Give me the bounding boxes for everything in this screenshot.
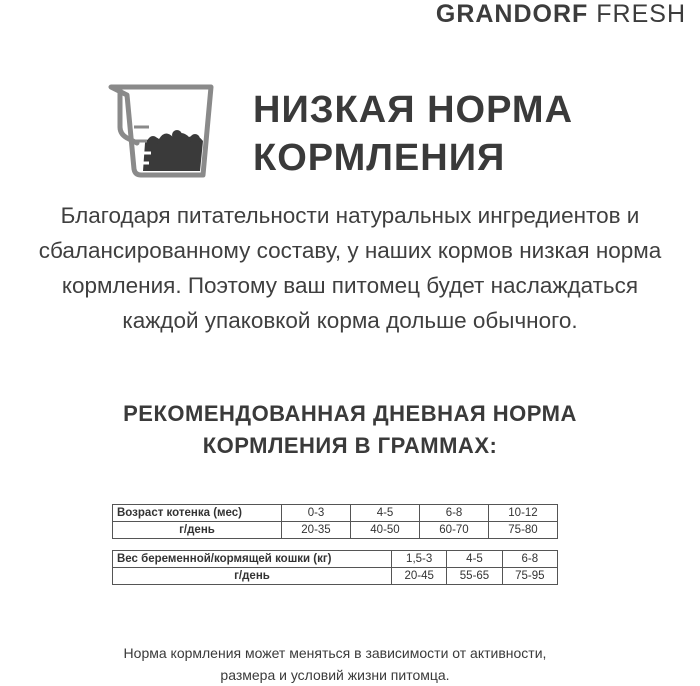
feeding-norm-title	[0, 398, 700, 462]
cat-weight-cell: 6-8	[502, 551, 557, 568]
intro-line-4: каждой упаковкой корма дольше обычного.	[122, 308, 578, 333]
cat-grams-cell: 75-95	[502, 568, 557, 585]
cat-grams-cell: 55-65	[447, 568, 502, 585]
cat-weight-cell: 1,5-3	[392, 551, 447, 568]
brand-logo	[436, 0, 686, 29]
table-row	[113, 522, 558, 539]
feeding-note-line-2: размера и условий жизни питомца.	[220, 667, 450, 683]
kitten-unit-label: г/день	[113, 522, 282, 539]
feeding-note	[0, 642, 670, 686]
cat-weight-header: Вес беременной/кормящей кошки (кг)	[113, 551, 392, 568]
table-row	[113, 505, 558, 522]
hero-title	[253, 86, 573, 182]
hero-title-line-2: КОРМЛЕНИЯ	[253, 137, 506, 179]
kitten-grams-cell: 40-50	[351, 522, 420, 539]
kitten-grams-cell: 20-35	[282, 522, 351, 539]
hero-title-line-1: НИЗКАЯ НОРМА	[253, 89, 574, 131]
table-row	[113, 568, 558, 585]
kitten-grams-cell: 75-80	[489, 522, 558, 539]
intro-line-3: кормления. Поэтому ваш питомец будет наслаждаться	[61, 273, 639, 298]
measuring-cup-icon	[107, 83, 219, 178]
intro-paragraph	[0, 198, 700, 338]
kitten-age-cell: 4-5	[351, 505, 420, 522]
kitten-age-header: Возраст котенка (мес)	[113, 505, 282, 522]
feeding-norm-title-line-1: РЕКОМЕНДОВАННАЯ ДНЕВНАЯ НОРМА	[123, 401, 577, 426]
brand-name-bold: GRANDORF	[435, 0, 589, 28]
kitten-age-cell: 0-3	[282, 505, 351, 522]
kitten-age-cell: 6-8	[420, 505, 489, 522]
kitten-feeding-table	[112, 504, 558, 539]
feeding-norm-title-line-2: КОРМЛЕНИЯ В ГРАММАХ:	[202, 433, 498, 458]
cat-grams-cell: 20-45	[392, 568, 447, 585]
intro-line-1: Благодаря питательности натуральных ингредиентов и	[60, 203, 640, 228]
kitten-grams-cell: 60-70	[420, 522, 489, 539]
feeding-note-line-1: Норма кормления может меняться в зависимости от активности,	[123, 645, 547, 661]
pregnant-cat-feeding-table	[112, 550, 558, 585]
cat-unit-label: г/день	[113, 568, 392, 585]
intro-line-2: сбалансированному составу, у наших кормов низкая норма	[38, 238, 662, 263]
cat-weight-cell: 4-5	[447, 551, 502, 568]
table-row	[113, 551, 558, 568]
kitten-age-cell: 10-12	[489, 505, 558, 522]
brand-name-light: FRESH	[596, 0, 686, 28]
